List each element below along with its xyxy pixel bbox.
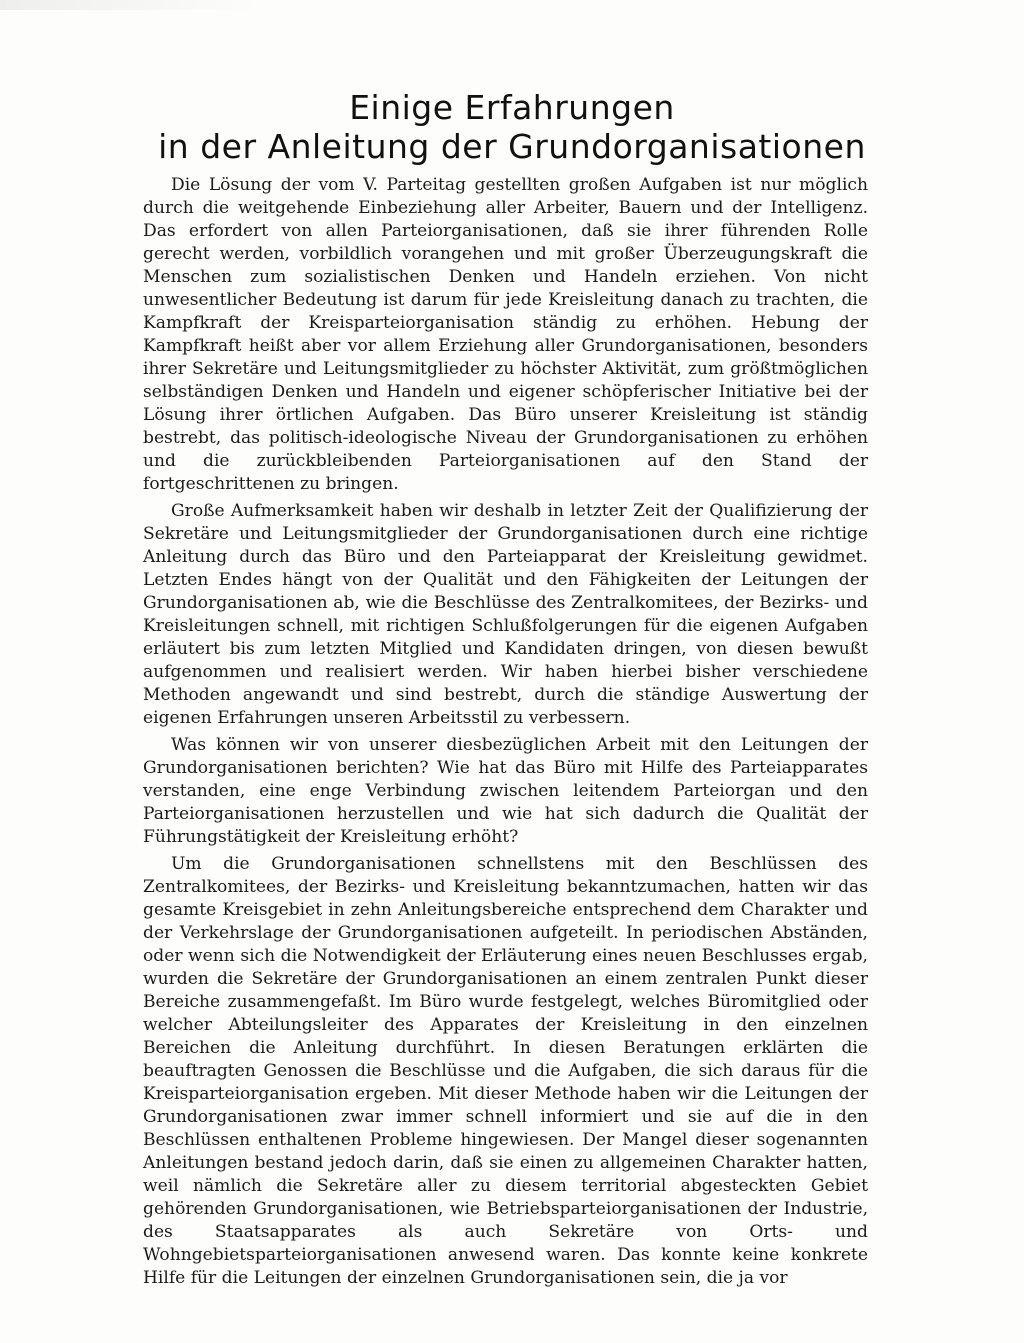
page-title-line-2: in der Anleitung der Grundorganisationen	[158, 127, 866, 166]
paragraph-4: Um die Grundorganisationen schnellstens mit den Beschlüssen des Zentralkomitees, der Bezirks- und Kreisleitung bekanntzumachen, hatten wir das gesamte Kreisgebiet in zehn Anleitungsbereiche entsprechend dem Charakter und der Verkehrslage der Grundorganisationen aufgeteilt. In periodischen Abständen, oder wenn sich die Notwendigkeit der Erläuterung eines neuen Beschlusses ergab, wurden die Sekretäre der Grundorganisationen an einem zentralen Punkt dieser Bereiche zusammengefaßt. Im Büro wurde festgelegt, welches Büromitglied oder welcher Abteilungsleiter des Apparates der Kreisleitung in den einzelnen Bereichen die Anleitung durchführt. In diesen Beratungen erklärten die beauftragten Genossen die Beschlüsse und die Aufgaben, die sich daraus für die Kreisparteiorganisation ergeben. Mit dieser Methode haben wir die Leitungen der Grundorganisationen zwar immer schnell informiert und sie auf die in den Beschlüssen enthaltenen Probleme hingewiesen. Der Mangel dieser sogenannten Anleitungen bestand jedoch darin, daß sie einen zu allgemeinen Charakter hatten, weil nämlich die Sekretäre aller zu diesem territorial abgesteckten Gebiet gehörenden Grundorganisationen, wie Betriebsparteiorganisationen der Industrie, des Staatsapparates als auch Sekretäre von Orts- und Wohngebietsparteiorganisationen anwesend waren. Das konnte keine konkrete Hilfe für die Leitungen der einzelnen Grundorganisationen sein, die ja vor	[143, 854, 868, 1288]
article-body	[143, 174, 868, 1294]
paragraph-1: Die Lösung der vom V. Parteitag gestellten großen Aufgaben ist nur möglich durch die weitgehende Einbeziehung aller Arbeiter, Bauern und der Intelligenz. Das erfordert von allen Parteiorganisationen, daß sie ihrer führenden Rolle gerecht werden, vorbildlich vorangehen und mit großer Überzeugungskraft die Menschen zum sozialistischen Denken und Handeln erziehen. Von nicht unwesentlicher Bedeutung ist darum für jede Kreisleitung danach zu trachten, die Kampfkraft der Kreisparteiorganisation ständig zu erhöhen. Hebung der Kampfkraft heißt aber vor allem Erziehung aller Grundorganisationen, besonders ihrer Sekretäre und Leitungsmitglieder zu höchster Aktivität, zum größtmöglichen selbständigen Denken und Handeln und eigener schöpferischer Initiative bei der Lösung ihrer örtlichen Aufgaben. Das Büro unserer Kreisleitung ist ständig bestrebt, das politisch-ideologische Niveau der Grundorganisationen zu erhöhen und die zurückbleibenden Parteiorganisationen auf den Stand der fortgeschrittenen zu bringen.	[143, 175, 868, 494]
paragraph-2: Große Aufmerksamkeit haben wir deshalb in letzter Zeit der Qualifizierung der Sekretäre und Leitungsmitglieder der Grundorganisationen durch eine richtige Anleitung durch das Büro und den Parteiapparat der Kreisleitung gewidmet. Letzten Endes hängt von der Qualität und den Fähigkeiten der Leitungen der Grundorganisationen ab, wie die Beschlüsse des Zentralkomitees, der Bezirks- und Kreisleitungen schnell, mit richtigen Schlußfolgerungen für die eigenen Aufgaben erläutert bis zum letzten Mitglied und Kandidaten dringen, von diesen bewußt aufgenommen und realisiert werden. Wir haben hierbei bisher verschiedene Methoden angewandt und sind bestrebt, durch die ständige Auswertung der eigenen Erfahrungen unseren Arbeitsstil zu verbessern.	[143, 501, 868, 728]
paragraph-3: Was können wir von unserer diesbezüglichen Arbeit mit den Leitungen der Grundorganisationen berichten? Wie hat das Büro mit Hilfe des Parteiapparates verstanden, eine enge Verbindung zwischen leitendem Parteiorgan und den Parteiorganisationen herzustellen und wie hat sich dadurch die Qualität der Führungstätigkeit der Kreisleitung erhöht?	[143, 735, 868, 847]
page-title-line-1: Einige Erfahrungen	[349, 88, 675, 127]
scan-edge-shadow	[0, 0, 260, 10]
